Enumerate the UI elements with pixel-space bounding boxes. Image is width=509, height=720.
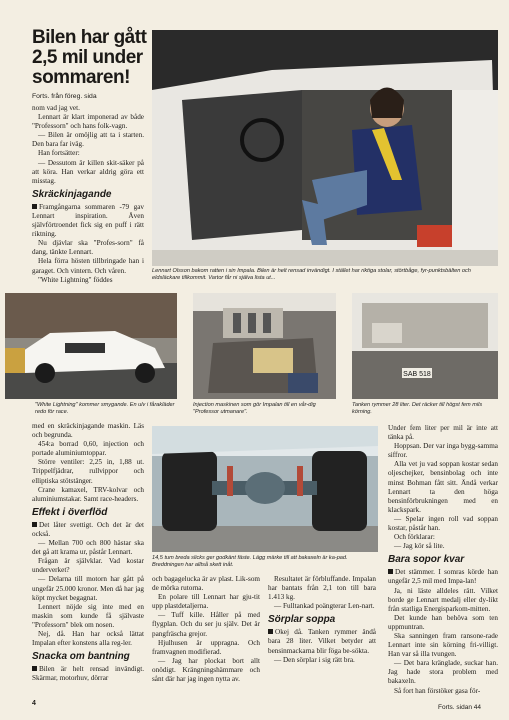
paragraph: 454:a borrad 0,60, injection och portade aluminiumtoppar.	[32, 440, 144, 458]
paragraph: — Fulltankad poängterar Len-nart.	[274, 602, 375, 611]
paragraph: Nej, då. Han har också lättat Impalan efter konstens alla reg-ler.	[32, 629, 144, 648]
paragraph: Han fortsätter:	[38, 149, 80, 158]
rear-axle-photo	[152, 426, 378, 552]
paragraph: — Tuff kille. Håller på med flygplan. Och du ser ju själv. Det är pangfräscha grejor.	[152, 611, 260, 638]
paragraph: — Bilen är omöjlig att ta i starten. Den bara far iväg.	[32, 131, 144, 149]
paragraph: Lennart är klart imponerad av både "Professorn" och hans folk-vagn.	[32, 113, 144, 131]
photo-caption: Injection maskinen som gör Impalan till en vår-dig "Professor utmanare".	[193, 402, 316, 415]
subheading: Skräckinjagande	[32, 188, 112, 200]
paragraph: Hoppsan. Der var inga bygg-samma siffror.	[388, 442, 498, 460]
paragraph: Det låter svettigt. Och det är det också.	[32, 520, 144, 538]
subheading: Sörplar soppa	[268, 614, 336, 626]
subheading: Snacka om bantning	[32, 651, 130, 663]
continued-on-note: Forts. sidan 44	[438, 704, 481, 711]
bullet-square	[268, 629, 273, 634]
paragraph: — Dessutom är killen skit-säker på att köra. Han verkar aldrig göra ett misstag.	[32, 158, 144, 185]
paragraph: Hjulhusen är uppragna. Och framvagnen modifierad.	[152, 638, 260, 656]
paragraph: Och förklarar:	[394, 533, 435, 542]
paragraph: Crane kamaxel, TRV-kolvar och aluminiumstakar. Samt race-headers.	[32, 485, 144, 503]
paragraph: Alla vet ju vad soppan kostar sedan oljeschejker, bensinbolag och inte minst Bohman fått sitt. Ändå verkar Lennart ta den höga bensinförbrukningen med en klackspark.	[388, 460, 498, 514]
bullet-square	[32, 204, 37, 209]
subheading: Bara sopor kvar	[388, 554, 465, 566]
car-exterior-photo	[5, 293, 177, 399]
paragraph: Det stämmer. I somras körde han ungefär 2,5 mil med Impa-lan!	[388, 568, 498, 586]
bullet-square	[32, 666, 37, 671]
paragraph: — Mellan 700 och 800 hästar ska det gå att krama ur, påstår Lennart.	[32, 539, 144, 557]
paragraph: nom vad jag vet.	[32, 104, 80, 112]
paragraph: — Jag har plockat bort allt onödigt. Krängningshämmare och sånt där har jag ingen nytta av.	[152, 656, 260, 684]
paragraph: Ja, ni läste alldeles rätt. Vilket borde ge Lennart medalj eller dy-likt från statliga Energisparkom-mitten.	[388, 586, 498, 613]
interior-photo	[152, 30, 498, 266]
paragraph: — Det bara kränglade, suckar han. Jag hade stora problem med bakaxeln.	[388, 659, 498, 686]
column-2	[152, 575, 260, 684]
paragraph: med en skräckinjagande maskin. Läs och begrunda.	[32, 422, 144, 440]
photo-caption: 14,5 tum breda slicks ger godkänt fäste. Lägg märke till att bakaxeln är ka-pad. Breddningen har alltså skett inåt.	[152, 555, 348, 568]
paragraph: Så fort han förstöker gasa för-	[394, 686, 481, 695]
paragraph: — Jag kör så lite.	[394, 542, 445, 551]
paragraph: — Delarna till motorn har gått på ungefär 25.000 kronor. Men då har jag köpt mycket begagnat.	[32, 575, 144, 602]
continued-from-note: Forts. från föreg. sida	[32, 93, 97, 100]
paragraph: Lennert nöjde sig inte med en maskin som kunde få självaste "Professorn" blek om nosen.	[32, 602, 144, 629]
bullet-square	[388, 569, 393, 574]
paragraph: Framgångarna sommaren -79 gav Lennart inspiration. Även självförtroendet fick sig en puff i rätt riktning.	[32, 202, 144, 239]
paragraph: Resultatet är förbluffande. Impalan har bantats från 2,1 ton till bara 1.413 kg.	[268, 575, 376, 602]
paragraph: Hela förra hösten tillbringade han i garaget. Och vintern. Och våren.	[32, 257, 144, 275]
paragraph: Bilen är helt rensad invändigt. Skärmar, motorhuv, dörrar	[32, 665, 144, 683]
column-3	[268, 575, 376, 665]
license-plate: SAB 518	[403, 371, 431, 378]
paragraph: — Den sörplar i sig rätt bra.	[274, 655, 355, 664]
page-number: 4	[32, 700, 36, 707]
trunk-photo	[352, 293, 498, 399]
photo-caption: Lennart Olsson bakom ratten i sin Impala. Bilen är helt rensad invändigt. I stället har riktiga stolar, störtbåge, fyr-punktsbälten och eldsläckare tillkommit. Vartor får ni själva lista ut...	[152, 268, 471, 281]
paragraph: Ska sanningen fram ransone-rade Lennart inte sin körning fri-villigt. Han var så illa tvungen.	[388, 631, 498, 659]
column-1-bottom	[32, 422, 144, 683]
paragraph: "White Lightning" föddes	[38, 275, 113, 284]
photo-caption: "White Lightning" kommer smygande. En ulv i fårakläder redo för race.	[35, 402, 175, 415]
paragraph: Större ventiler: 2,25 in, 1,88 ut. Trippelfjädrar, rullvippor och elliptiska stötstänger.	[32, 458, 144, 485]
paragraph: Det kunde han behöva som ten uppmuntran.	[388, 613, 498, 631]
paragraph: En polare till Lennart har gju-tit upp plastdetaljerna.	[152, 593, 260, 611]
paragraph: och bagagelucka är av plast. Lik-som de mörka rutorna.	[152, 575, 260, 593]
engine-photo	[193, 293, 336, 399]
headline: Bilen har gått 2,5 mil under sommaren!	[32, 27, 147, 88]
paragraph: Nu djävlar ska "Profes-sorn" få dang, tänkte Lennart.	[32, 239, 144, 257]
column-1-top	[32, 92, 144, 285]
paragraph: Okej då. Tanken rymmer ändå bara 28 liter. Vilket betyder att bensinmackarna blir föga be-sökta.	[268, 628, 376, 655]
paragraph: Frågan är självklar. Vad kostar underverket?	[32, 557, 144, 575]
paragraph: Under fem liter per mil är inte att tänka på.	[388, 424, 498, 442]
photo-caption: Tanken rymmer 28 liter. Det räcker till högst fem mils körning.	[352, 402, 483, 415]
column-4	[388, 424, 498, 696]
subheading: Effekt i överflöd	[32, 506, 108, 518]
bullet-square	[32, 522, 37, 527]
paragraph: — Spelar ingen roll vad soppan kostar, påstår han.	[388, 514, 498, 533]
